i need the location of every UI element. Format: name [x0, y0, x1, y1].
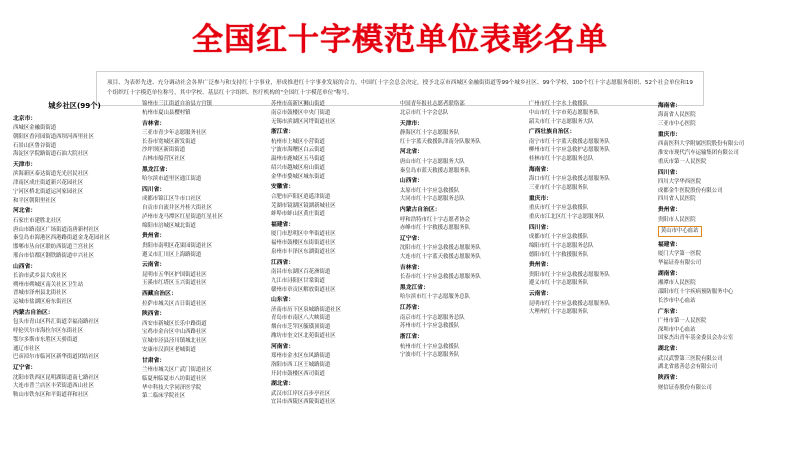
list-item: 华中科技大学同济医学院: [141, 384, 202, 391]
list-item: 南昌市东湖区百花洲街道: [270, 269, 331, 276]
list-item: 泸州市龙马潭区红星街道红星社区: [141, 213, 223, 220]
list-item: 湖北省慈善总会有限公司: [657, 364, 718, 371]
province-heading: 江苏省：: [399, 305, 424, 312]
province-heading: 广东省：: [657, 308, 682, 315]
province-heading: 江西省：: [270, 259, 295, 266]
province-heading: 浙江省：: [399, 334, 424, 341]
list-item: 济南市历下区泉城路街道社区: [270, 306, 342, 313]
list-item: 海淀区学院路街道石油大院社区: [13, 151, 89, 158]
list-item: 无锡市滨湖区河埒街道社区: [270, 118, 336, 125]
list-item: 秦皇岛市蓝天救援志愿服务队: [399, 167, 470, 174]
province-heading: 海南省：: [657, 103, 682, 109]
list-item: 石景山区鲁谷街道: [13, 142, 57, 149]
column-5-body: [529, 100, 652, 317]
list-item: 桂林市红十字志愿服务总队: [528, 156, 594, 163]
section-header: 城乡社区(99个): [48, 101, 101, 110]
list-item: 武汉市江岸区百步亭社区: [270, 390, 331, 397]
list-item: 呼和浩特市红十字志愿者协会: [399, 216, 470, 223]
province-heading: 吉林省：: [399, 264, 424, 271]
list-item: 绍兴市越城区府山街道: [270, 164, 325, 171]
column-1-body: [13, 115, 136, 400]
list-item: 三亚市中心医院: [657, 121, 696, 128]
list-item: 遵义市红十字志愿服务队: [528, 280, 589, 287]
province-heading: 内蒙古自治区：: [399, 207, 441, 214]
province-heading: 安徽省：: [270, 184, 295, 191]
list-item: 四川大学华西医院: [657, 178, 701, 185]
province-heading: 山西省：: [399, 178, 424, 185]
list-item: 开封市鼓楼区西司街道: [270, 370, 325, 377]
list-item: 吉林市船营区社区: [141, 156, 186, 163]
list-item: 四川省人民医院: [657, 196, 696, 203]
list-item: 贵阳市人民医院: [657, 216, 696, 223]
list-item: 中山市红十字市苑志愿服务队: [528, 109, 599, 116]
list-item: 太原市红十字应急救援队: [399, 187, 460, 194]
province-heading: 河北省：: [399, 149, 424, 156]
column-3: [268, 100, 397, 449]
list-item: 朔州市朔城区南关社区卫生站: [13, 281, 84, 288]
province-heading: 四川省：: [528, 224, 553, 231]
list-item: 沈阳市铁西区昆明湖街道南七路社区: [13, 374, 100, 381]
list-item: 成都市红十字应急救援队: [528, 234, 589, 241]
highlighted-entry[interactable]: [658, 224, 787, 239]
list-item: 贵阳市红十字应急救援志愿服务队: [528, 271, 610, 278]
list-item: 宁河区桥北街道运河家园社区: [13, 188, 84, 195]
list-item: 秦皇岛市海港区西港路街道金龙花园社区: [13, 235, 111, 242]
list-item: 巴彦淖尔市临河区新华街道团结社区: [13, 354, 100, 361]
content-columns: [0, 100, 800, 449]
list-item: 邵阳市红十字疾病预防服务中心: [657, 289, 734, 296]
list-item: 西南医科大学附属医院股份有限公司: [657, 141, 745, 148]
province-heading: 天津市：: [13, 162, 37, 169]
column-6-body: [658, 102, 787, 392]
province-heading: 西藏自治区：: [141, 291, 177, 298]
list-item: 苏州市红十字应急救援队: [399, 323, 460, 330]
list-item: 德阳市红十字救援服务队: [528, 251, 589, 258]
list-item: 武汉武警第三医院有限公司: [657, 355, 723, 362]
list-item: 重庆市江北区红十字志愿服务队: [528, 213, 605, 220]
list-item: 大连市普兰店区丰荣街道西山社区: [13, 383, 94, 390]
list-item: 运城市盐湖区府东街社区: [13, 299, 73, 306]
list-item: 鞍山市铁东区和平街道祥和社区: [13, 392, 89, 398]
list-item: 杭州市上城区小营街道: [270, 138, 325, 145]
list-item: 朝阳区香河园街道西坝河西里社区: [13, 133, 94, 140]
list-item: 九江市浔阳区甘棠街道: [270, 277, 325, 284]
list-item: 昆明市红十字应急救援志愿服务队: [528, 300, 610, 307]
list-item: 兰州市城关区广武门街道社区: [141, 367, 213, 374]
province-heading: 天津市：: [399, 120, 424, 127]
province-heading: 福建省：: [657, 242, 682, 249]
list-item: 成都金牛医院股份有限公司: [657, 187, 723, 194]
province-heading: 甘肃省：: [141, 357, 166, 364]
list-item: 宝鸡市金台区中山西路社区: [141, 329, 207, 336]
list-item: 厦门大学第一医院: [657, 251, 701, 258]
list-item: 临夏州临夏市八坊街道社区: [141, 375, 207, 382]
province-heading: 湖北省：: [270, 381, 295, 388]
province-heading: 四川省：: [141, 187, 166, 194]
list-item: 长春市红十字应急救援志愿服务队: [399, 274, 481, 281]
list-item: 西安市新城区长乐中路街道: [141, 320, 207, 327]
list-item: 蚌埠市蚌山区黄庄街道: [270, 211, 325, 218]
list-item: 鄂尔多斯市东胜区天骄街道: [13, 336, 78, 343]
province-heading: 贵州省：: [657, 207, 682, 214]
list-item: 红十字蓝天救援队津南分队服务队: [399, 138, 481, 145]
province-heading: 河北省：: [13, 208, 37, 215]
list-item: 昆明市五华区护国街道社区: [141, 271, 207, 278]
province-heading: 北京市：: [13, 115, 37, 122]
list-item: 宁波市红十字志愿服务队: [399, 352, 460, 359]
list-item: 杭州市红十字应急救援队: [399, 343, 460, 350]
list-item: 重庆市第一人民医院: [657, 158, 707, 165]
list-item: 烟台市芝罘区毓璜顶街道: [270, 324, 331, 331]
list-item: 静海区红十字志愿服务队: [399, 129, 460, 136]
column-2-body: [142, 100, 265, 401]
list-item: 宜昌市西陵区西陵街道社区: [270, 399, 336, 406]
list-item: 呼伦贝尔市海拉尔区东街社区: [13, 328, 84, 335]
list-item: 华福证券有限公司: [657, 260, 701, 267]
list-item: 宣城市泾县泾川镇城北社区: [141, 338, 207, 345]
column-6: [655, 100, 790, 449]
list-item: 青岛市市南区八大峡街道: [270, 315, 331, 322]
list-item: 锦州市三江街道自治县方宫镇: [141, 101, 213, 107]
province-heading: 陕西省：: [141, 311, 166, 318]
list-item: 滨海新区泰达街道光光居民社区: [13, 171, 89, 178]
list-item: 郑州市金水区东风路街道: [270, 353, 331, 360]
list-item: 财信证券股份有限公司: [657, 384, 712, 391]
intro-paragraph: 项目、为表彰先进、充分调动社会各界广泛参与和支持红十字事业，形成推进红十字事业发展的合力，中国红十字会总会决定，授予北京市西城区金融街街道等99个城乡社区、99个学校、100个红十字志愿服务组织、52个社会单位和19个组织红十字模范单位称号，其中学校、基层红十字组织、医疗机构的"全国红十字模范单位"称号。: [96, 71, 704, 106]
column-1: [10, 100, 139, 449]
list-item: 邯郸市丛台区联纺西街道兰宫社区: [13, 244, 94, 251]
list-item: 金华市婺城区城东街道: [270, 173, 325, 180]
province-heading: 黑龙江省：: [399, 285, 429, 292]
list-item: 玉溪市红塔区玉兴街道社区: [141, 280, 207, 287]
list-item: 邢台市信都区钢铁路街道中兴社区: [13, 252, 94, 259]
list-item: 拉萨市城关区吉日街道社区: [141, 300, 207, 307]
list-item: 海口市红十字应急救援志愿服务队: [528, 176, 610, 183]
list-item: 晋城市泽州县北街社区: [13, 290, 67, 297]
list-item: 三亚市红十字志愿服务队: [528, 185, 589, 192]
list-item: 石家庄市建胜北社区: [13, 217, 62, 224]
list-item: 潍坊市奎文区北苑街道社区: [270, 332, 336, 339]
list-item: 杭州市夏山县樱村镇: [141, 109, 191, 116]
column-5: [526, 100, 655, 449]
province-heading: 山西省：: [13, 263, 37, 270]
list-item: 成都市锦江区牛市口社区: [141, 196, 202, 203]
list-item: 中国青年报社志愿者联络部: [399, 101, 465, 107]
list-item: 深圳市中心血站: [657, 326, 696, 333]
province-heading: 四川省：: [657, 169, 682, 176]
list-item: 合肥市庐阳区逍遥津街道: [270, 193, 331, 200]
province-heading: 重庆市：: [657, 131, 682, 138]
list-item: 湘潭市人民医院: [657, 280, 696, 287]
province-heading: 浙江省：: [270, 129, 295, 136]
list-item: 赣州市章贡区解放街道社区: [270, 286, 336, 293]
list-item: 绵阳市红十字志愿服务总队: [528, 242, 594, 249]
list-item: 淮安市现代汽车运输集团有限公司: [657, 150, 739, 157]
list-item: 第二临床学院社区: [141, 393, 186, 400]
list-item: 苏州市高新区狮山街道: [270, 101, 325, 107]
list-item: 宁波市海曙区白云街道: [270, 147, 325, 154]
province-heading: 内蒙古自治区：: [13, 309, 54, 316]
list-item: 唐山市红十字志愿服务大队: [399, 158, 465, 165]
list-item: 遵义市汇川区上海路街道: [141, 251, 202, 258]
province-heading: 贵州省：: [528, 262, 553, 269]
list-item: 沈阳市红十字应急救援志愿服务队: [399, 245, 481, 252]
list-item: 大理州红十字志愿服务队: [528, 309, 589, 316]
list-item: 温州市鹿城区五马街道: [270, 156, 325, 163]
list-item: 北京市红十字会总队: [399, 109, 449, 116]
list-item: 南京市鼓楼区中央门街道: [270, 109, 331, 116]
list-item: 沙坪坝区新街街道: [141, 147, 186, 154]
list-item: 南宁市红十字蓝天救援志愿服务队: [528, 138, 610, 145]
list-item: 大连市红十字蓝天救援志愿服务队: [399, 254, 481, 261]
list-item: 长沙市中心血站: [657, 297, 696, 304]
list-item: 通辽市社区: [13, 345, 40, 352]
column-2: [139, 100, 268, 449]
list-item: 大同市红十字志愿服务总队: [399, 196, 465, 203]
list-item: 长春市宽城区新发街道: [141, 138, 196, 145]
list-item: 海南省人民医院: [657, 112, 696, 119]
list-item: 柳州市红十字应急救护志愿服务队: [528, 147, 610, 154]
province-heading: 河南省：: [270, 343, 295, 350]
list-item: 芜湖市镜湖区镜湖新城社区: [270, 202, 336, 209]
list-item: 安康市汉滨区老城街道: [141, 346, 196, 353]
column-4: [397, 100, 526, 449]
list-item: 哈尔滨市道里区通江街道: [141, 176, 202, 183]
province-heading: 重庆市：: [528, 195, 553, 202]
list-item: 泉州市丰泽区东湖街道社区: [270, 248, 336, 255]
list-item: 广州市红十字水上救援队: [528, 101, 589, 107]
column-3-body: [271, 100, 394, 407]
province-heading: 海南省：: [528, 166, 553, 173]
list-item: 自贡市自流井区丹桂大街社区: [141, 205, 213, 212]
list-item: 包头市青山区科汇街道幸福南路社区: [13, 319, 100, 326]
province-heading: 吉林省：: [141, 120, 166, 127]
column-4-body: [400, 100, 523, 360]
list-item: 西城区金融街街道: [13, 125, 57, 132]
list-item: 贵阳市南明区花果园街道社区: [141, 242, 213, 249]
list-item: 三亚市青少年志愿服务社区: [141, 129, 207, 136]
province-heading: 陕西省：: [657, 375, 682, 382]
list-item: 厦门市思明区中华街道社区: [270, 231, 336, 238]
province-heading: 福建省：: [270, 222, 295, 229]
province-heading: 辽宁省：: [13, 365, 37, 372]
list-item: 绵阳市涪城区城北街道: [141, 222, 196, 229]
list-item: 洛阳市西工区王城路街道: [270, 361, 331, 368]
province-heading: 山东省：: [270, 297, 295, 304]
list-item: 赤峰市红十字救援志愿服务队: [399, 225, 470, 232]
list-item: 福州市鼓楼区东街街道社区: [270, 240, 336, 247]
list-item: 唐山市路南区广场街道南唐新村社区: [13, 226, 100, 233]
page-title: 全国红十字模范单位表彰名单: [192, 22, 608, 58]
list-item: 津南区成庄街道新兴花园社区: [13, 180, 84, 187]
province-heading: 辽宁省：: [399, 236, 424, 243]
province-heading: 湖北省：: [657, 346, 682, 353]
province-heading: 贵州省：: [141, 233, 166, 240]
list-item: 国家杰出青年基金委员会办公室: [657, 335, 734, 342]
list-item: 广州市第一人民医院: [657, 317, 707, 324]
list-item: 重庆市红十字应急救援队: [528, 205, 589, 212]
list-item: 长治市武乡县大成社区: [13, 272, 67, 279]
province-heading: 湖南省：: [657, 270, 682, 277]
list-item: 南京市红十字志愿服务总队: [399, 314, 465, 321]
province-heading: 云南省：: [141, 262, 166, 269]
list-item: 哈尔滨市红十字志愿服务总队: [399, 294, 470, 301]
province-heading: 云南省：: [528, 291, 553, 298]
province-heading: 广西壮族自治区：: [528, 129, 576, 136]
list-item: 韶关市红十字志愿服务大队: [528, 118, 594, 125]
highlighted-entry-label: 黄山市中心血站: [658, 226, 702, 237]
province-heading: 黑龙江省：: [141, 166, 171, 173]
list-item: 和平区朝阳里社区: [13, 197, 57, 204]
